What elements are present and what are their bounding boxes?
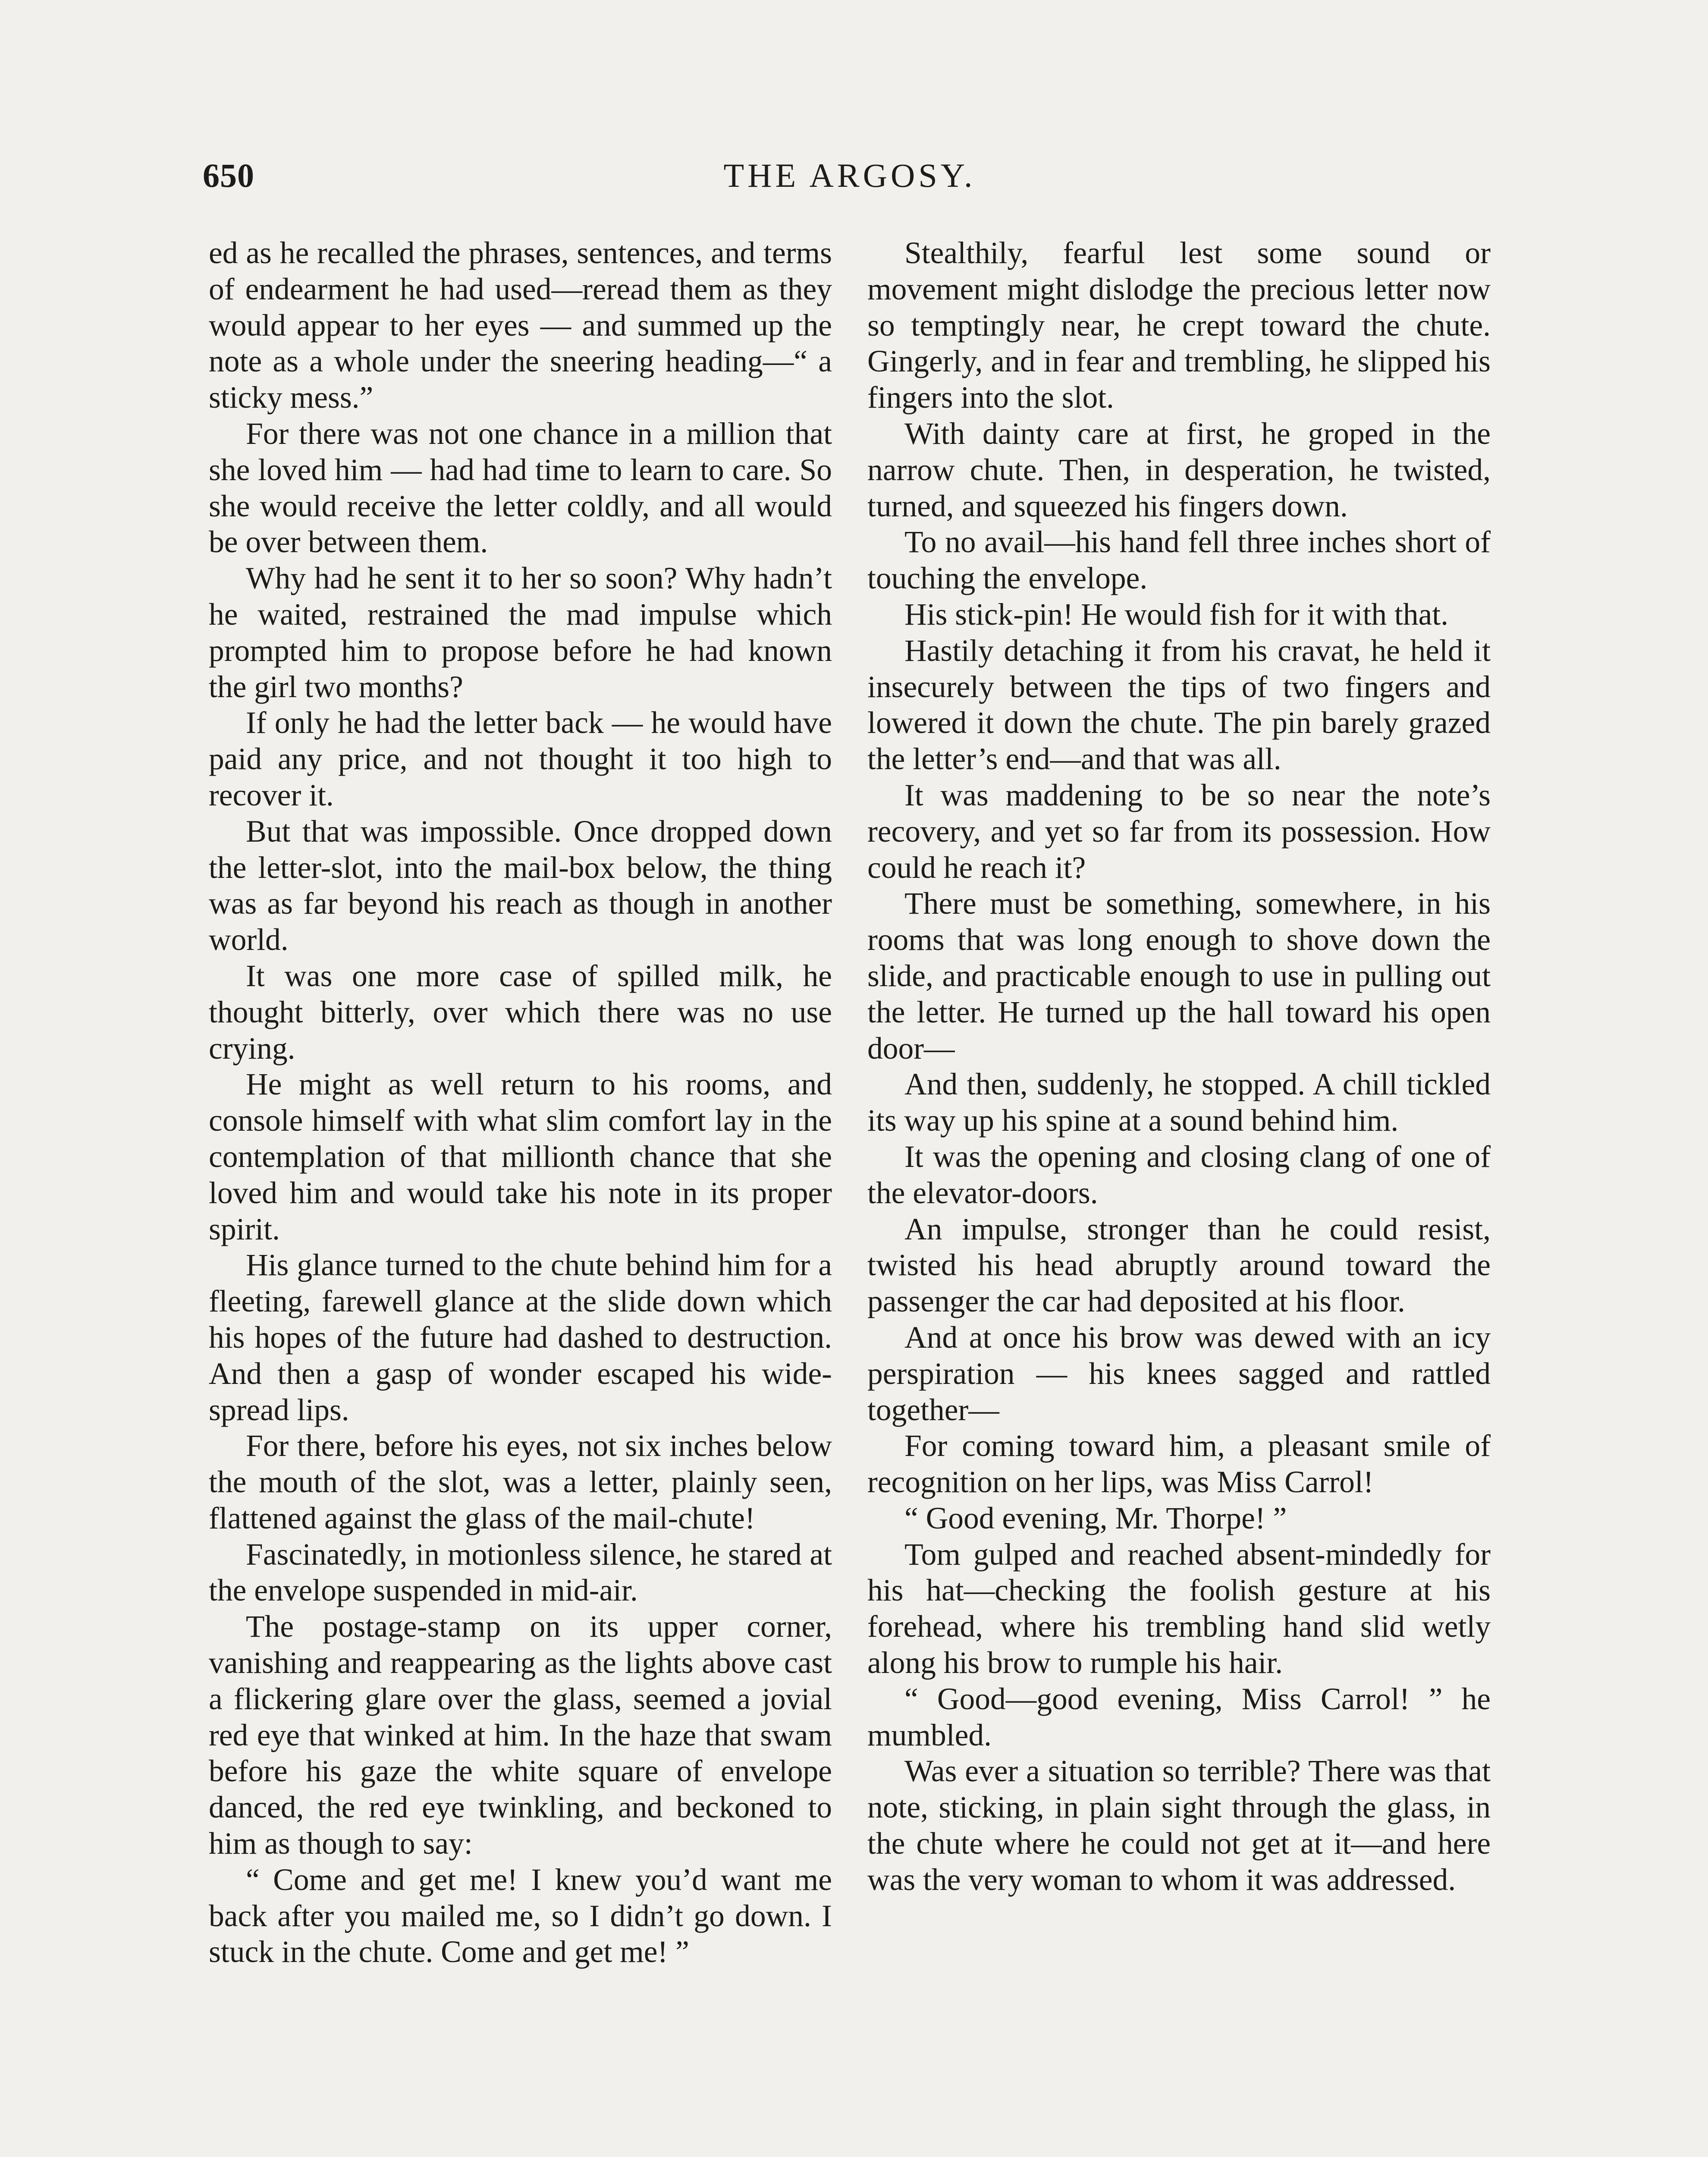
paragraph: “ Come and get me! I knew you’d want me back after you mailed me, so I didn’t go down. I stuck in the chute. Come and get me! ” [209,1862,832,1969]
paragraph: Hastily detaching it from his cravat, he held it insecurely between the tips of two fingers and lowered it down the chute. The pin barely grazed the letter’s end—and that was all. [867,633,1491,777]
page-header [203,156,1497,204]
paragraph: Why had he sent it to her so soon? Why hadn’t he waited, restrained the mad impulse which prompted him to propose before he had known the girl two months? [209,561,832,704]
paragraph: The postage-stamp on its upper corner, vanishing and reappearing as the lights above cast a flickering glare over the glass, seemed a jovial red eye that winked at him. In the haze that swam before his gaze the white square of envelope danced, the red eye twinkling, and beckoned to him as though to say: [209,1610,832,1861]
paragraph: “ Good evening, Mr. Thorpe! ” [904,1501,1287,1535]
paragraph: There must be something, somewhere, in his rooms that was long enough to shove down the slide, and practicable enough to use in pulling out the letter. He turned up the hall toward his open door— [867,887,1491,1066]
paragraph: Tom gulped and reached absent-mindedly for his hat—checking the foolish gesture at his forehead, where his trembling hand slid wetly along his brow to rumple his hair. [867,1537,1491,1680]
paragraph: It was one more case of spilled milk, he thought bitterly, over which there was no use crying. [209,959,832,1066]
paragraph: It was maddening to be so near the note’s recovery, and yet so far from its possession. How could he reach it? [867,778,1491,885]
paragraph: It was the opening and closing clang of one of the elevator-doors. [867,1139,1491,1210]
paragraph: But that was impossible. Once dropped down the letter-slot, into the mail-box below, the thing was as far beyond his reach as though in another world. [209,814,832,957]
left-column [209,235,832,1970]
paragraph: Fascinatedly, in motionless silence, he stared at the envelope suspended in mid-air. [209,1537,832,1608]
paragraph: His stick-pin! He would fish for it with that. [904,597,1449,632]
paragraph: Stealthily, fearful lest some sound or movement might dislodge the precious letter now so temptingly near, he crept toward the chute. Gingerly, and in fear and trembling, he slipped his fingers into the slot. [867,236,1491,415]
paragraph: To no avail—his hand fell three inches short of touching the envelope. [867,525,1491,596]
paragraph: With dainty care at first, he groped in the narrow chute. Then, in desperation, he twisted, turned, and squeezed his fingers down. [867,416,1491,523]
paragraph: Was ever a situation so terrible? There was that note, sticking, in plain sight through the glass, in the chute where he could not get at it—and here was the very woman to whom it was addressed. [867,1754,1491,1897]
paragraph: For there was not one chance in a million that she loved him — had had time to learn to care. So she would receive the letter coldly, and all would be over between them. [209,416,832,560]
paragraph: And then, suddenly, he stopped. A chill tickled its way up his spine at a sound behind him. [867,1067,1491,1138]
page-number: 650 [203,157,254,194]
paragraph: If only he had the letter back — he would have paid any price, and not thought it too high to recover it. [209,706,832,812]
paragraph: ed as he recalled the phrases, sentences, and terms of endearment he had used—reread them as they would appear to her eyes — and summed up the note as a whole under the sneering heading—“ a sticky mess.” [209,236,832,415]
paragraph: And at once his brow was dewed with an icy perspiration — his knees sagged and rattled together— [867,1320,1491,1427]
right-column [867,235,1491,1898]
paragraph: His glance turned to the chute behind him for a fleeting, farewell glance at the slide down which his hopes of the future had dashed to destruction. And then a gasp of wonder escaped his wide-spread lips. [209,1248,832,1427]
paragraph: “ Good—good evening, Miss Carrol! ” he mumbled. [867,1682,1491,1752]
paragraph: He might as well return to his rooms, and console himself with what slim comfort lay in the contemplation of that millionth chance that she loved him and would take his note in its proper spirit. [209,1067,832,1246]
paragraph: For there, before his eyes, not six inches below the mouth of the slot, was a letter, plainly seen, flattened against the glass of the mail-chute! [209,1429,832,1535]
paragraph: For coming toward him, a pleasant smile of recognition on her lips, was Miss Carrol! [867,1429,1491,1500]
paragraph: An impulse, stronger than he could resist, twisted his head abruptly around toward the passenger the car had deposited at his floor. [867,1212,1491,1319]
running-title: THE ARGOSY. [723,157,976,194]
